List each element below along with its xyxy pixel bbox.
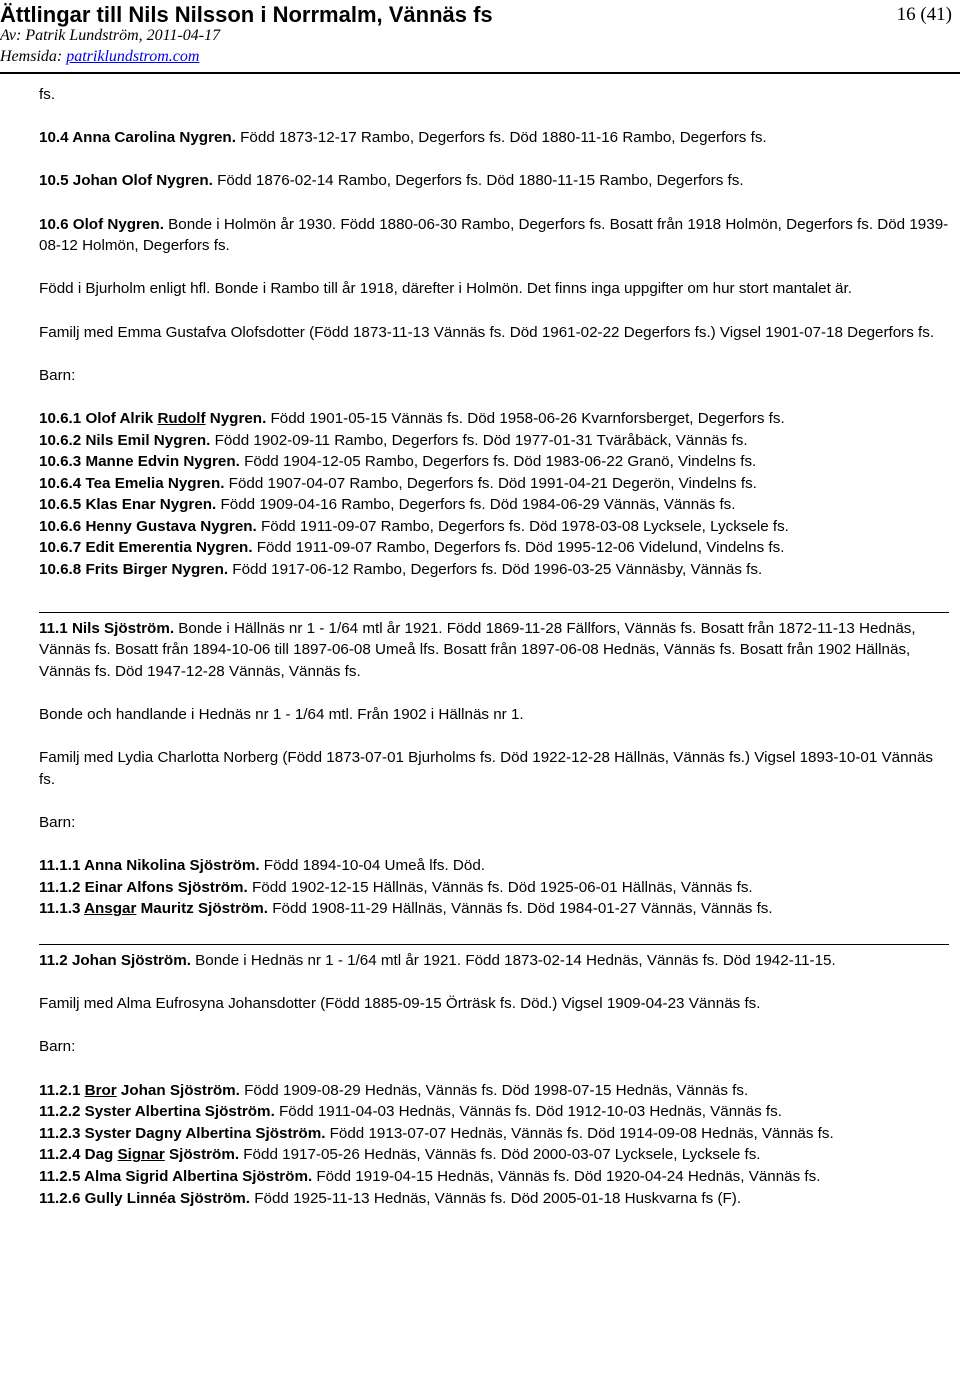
child-name-part: Nygren. — [205, 409, 267, 427]
child-callname: Signar — [117, 1146, 165, 1164]
entry-id: 10.4 Anna Carolina Nygren. — [39, 129, 236, 147]
child-callname: Bror — [84, 1081, 117, 1099]
child-details: Född 1917-05-26 Hednäs, Vännäs fs. Död 2000-03-07 Lycksele, Lycksele fs. — [239, 1146, 761, 1164]
entry-text: Född 1873-12-17 Rambo, Degerfors fs. Död 1880-11-16 Rambo, Degerfors fs. — [235, 129, 767, 147]
child-name-part: 10.6.8 Frits Birger Nygren. — [39, 561, 229, 579]
child-callname: Rudolf — [157, 409, 206, 427]
children-label: Barn: — [39, 1038, 76, 1056]
child-details: Född 1902-12-15 Hällnäs, Vännäs fs. Död 1925-06-01 Hällnäs, Vännäs fs. — [247, 878, 753, 896]
entry-text: Född 1876-02-14 Rambo, Degerfors fs. Död 1880-11-15 Rambo, Degerfors fs. — [212, 172, 744, 190]
child-name — [39, 857, 260, 874]
child-entry — [39, 430, 949, 452]
header-rule — [0, 72, 960, 74]
child-name — [39, 1082, 240, 1099]
entry-11-1 — [39, 618, 949, 683]
entry-id: 11.2 Johan Sjöström. — [39, 951, 191, 969]
homepage-label: Hemsida: — [0, 48, 67, 65]
child-details: Född 1908-11-29 Hällnäs, Vännäs fs. Död 1984-01-27 Vännäs, Vännäs fs. — [268, 900, 773, 918]
entry-note: Bonde och handlande i Hednäs nr 1 - 1/64 mtl. Från 1902 i Hällnäs nr 1. — [39, 706, 524, 724]
child-name — [39, 1190, 250, 1207]
spacer — [39, 920, 949, 944]
child-entry — [39, 1123, 949, 1145]
child-name-part: 11.2.1 — [39, 1081, 85, 1099]
entry-note: Född i Bjurholm enligt hfl. Bonde i Rambo till år 1918, därefter i Holmön. Det finns inga uppgifter om hur stort mantalet är. — [39, 280, 852, 298]
child-name-part: 10.6.5 Klas Enar Nygren. — [39, 496, 217, 514]
children-list — [39, 855, 949, 920]
child-name — [39, 518, 257, 535]
child-entry — [39, 473, 949, 495]
child-entry — [39, 1144, 949, 1166]
child-entry — [39, 1166, 949, 1188]
child-entry — [39, 855, 949, 877]
children-label: Barn: — [39, 814, 76, 831]
child-entry — [39, 898, 949, 920]
entry-10-4 — [39, 127, 949, 149]
child-name-part: 10.6.4 Tea Emelia Nygren. — [39, 474, 225, 492]
entry-10-6 — [39, 214, 949, 257]
child-details: Född 1925-11-13 Hednäs, Vännäs fs. Död 2005-01-18 Huskvarna fs (F). — [250, 1189, 742, 1207]
child-name-part: 10.6.7 Edit Emerentia Nygren. — [39, 539, 253, 557]
child-entry — [39, 451, 949, 473]
child-name — [39, 432, 210, 449]
child-name — [39, 561, 228, 578]
child-name — [39, 1103, 275, 1120]
family-line: Familj med Emma Gustafva Olofsdotter (Född 1873-11-13 Vännäs fs. Död 1961-02-22 Degerfors fs.) Vigsel 1901-07-18 Degerfors fs. — [39, 323, 935, 341]
child-name-part: 10.6.1 Olof Alrik — [39, 409, 158, 427]
child-name — [39, 1146, 239, 1163]
child-name — [39, 879, 248, 896]
child-entry — [39, 494, 949, 516]
child-entry — [39, 516, 949, 538]
child-entry — [39, 877, 949, 899]
child-name-part: 11.2.2 Syster Albertina Sjöström. — [39, 1103, 275, 1121]
child-name-part: 11.2.3 Syster Dagny Albertina Sjöström. — [39, 1124, 326, 1142]
child-name-part: 11.2.6 Gully Linnéa Sjöström. — [39, 1189, 251, 1207]
homepage-link[interactable]: patriklundstrom.com — [66, 48, 200, 65]
entry-id: 10.6 Olof Nygren. — [39, 215, 164, 233]
entry-10-5 — [39, 170, 949, 192]
child-details: Född 1911-09-07 Rambo, Degerfors fs. Död 1995-12-06 Videlund, Vindelns fs. — [252, 539, 785, 557]
child-details: Född 1913-07-07 Hednäs, Vännäs fs. Död 1914-09-08 Hednäs, Vännäs fs. — [325, 1124, 834, 1142]
homepage-line — [0, 48, 199, 66]
page-number: 16 (41) — [896, 4, 952, 25]
section-divider — [39, 944, 949, 945]
child-name — [39, 453, 240, 470]
child-details: Född 1902-09-11 Rambo, Degerfors fs. Död 1977-01-31 Tväråbäck, Vännäs fs. — [210, 431, 748, 449]
child-details: Född 1894-10-04 Umeå lfs. Död. — [259, 857, 485, 875]
child-name-part: Sjöström. — [164, 1146, 240, 1164]
child-entry — [39, 1080, 949, 1102]
child-name — [39, 1168, 312, 1185]
child-details: Född 1911-09-07 Rambo, Degerfors fs. Död 1978-03-08 Lycksele, Lycksele fs. — [256, 517, 789, 535]
child-name-part: 11.1.3 — [39, 900, 85, 918]
page-header — [0, 0, 960, 74]
child-name-part: Johan Sjöström. — [116, 1081, 240, 1099]
child-details: Född 1901-05-15 Vännäs fs. Död 1958-06-26 Kvarnforsberget, Degerfors fs. — [266, 409, 785, 427]
children-list — [39, 1080, 949, 1210]
child-details: Född 1909-08-29 Hednäs, Vännäs fs. Död 1998-07-15 Hednäs, Vännäs fs. — [239, 1081, 749, 1099]
child-entry — [39, 1188, 949, 1210]
entry-text: Bonde i Hednäs nr 1 - 1/64 mtl år 1921. Född 1873-02-14 Hednäs, Vännäs fs. Död 1942-11-15. — [190, 951, 836, 969]
child-name-part: 11.2.4 Dag — [39, 1146, 118, 1164]
child-name-part: 11.1.2 Einar Alfons Sjöström. — [39, 878, 248, 896]
child-details: Född 1909-04-16 Rambo, Degerfors fs. Död 1984-06-29 Vännäs, Vännäs fs. — [216, 496, 736, 514]
entry-id: 10.5 Johan Olof Nygren. — [39, 172, 213, 190]
child-name — [39, 539, 253, 556]
entry-11-2 — [39, 950, 949, 972]
document-body — [39, 84, 949, 1209]
entry-id: 11.1 Nils Sjöström. — [39, 619, 175, 637]
child-callname: Ansgar — [84, 900, 137, 918]
child-details: Född 1911-04-03 Hednäs, Vännäs fs. Död 1912-10-03 Hednäs, Vännäs fs. — [274, 1103, 782, 1121]
child-name-part: 10.6.3 Manne Edvin Nygren. — [39, 453, 240, 471]
child-entry — [39, 1101, 949, 1123]
child-name — [39, 410, 266, 427]
family-line: Familj med Lydia Charlotta Norberg (Född 1873-07-01 Bjurholms fs. Död 1922-12-28 Hällnäs, Vännäs fs.) Vigsel 1893-10-01 Vännäs fs. — [39, 749, 934, 788]
child-details: Född 1919-04-15 Hednäs, Vännäs fs. Död 1920-04-24 Hednäs, Vännäs fs. — [312, 1167, 821, 1185]
children-label: Barn: — [39, 366, 76, 384]
child-details: Född 1907-04-07 Rambo, Degerfors fs. Död 1991-04-21 Degerön, Vindelns fs. — [224, 474, 757, 492]
section-divider — [39, 612, 949, 613]
child-name — [39, 1125, 325, 1142]
child-name — [39, 900, 268, 917]
child-name-part: 11.1.1 Anna Nikolina Sjöström. — [39, 857, 260, 875]
spacer — [39, 581, 949, 612]
child-name — [39, 496, 216, 513]
child-details: Född 1917-06-12 Rambo, Degerfors fs. Död 1996-03-25 Vännäsby, Vännäs fs. — [228, 561, 763, 579]
child-name — [39, 475, 224, 492]
child-name-part: Mauritz Sjöström. — [136, 900, 269, 918]
child-name-part: 10.6.6 Henny Gustava Nygren. — [39, 517, 257, 535]
child-entry — [39, 408, 949, 430]
family-line: Familj med Alma Eufrosyna Johansdotter (Född 1885-09-15 Örträsk fs. Död.) Vigsel 1909-04-23 Vännäs fs. — [39, 995, 761, 1013]
continued-text: fs. — [39, 86, 56, 103]
child-name-part: 10.6.2 Nils Emil Nygren. — [39, 431, 211, 449]
entry-text: Bonde i Hällnäs nr 1 - 1/64 mtl år 1921. Född 1869-11-28 Fällfors, Vännäs fs. Bosatt från 1872-11-13 Hednäs, Vännäs fs. Bosatt från 1894-10-06 till 1897-06-08 Umeå lfs. Bosatt från 1897-06-08 Hednäs, Vännäs fs. Bosatt från 1902 Hällnäs, Vännäs fs. Död 1947-12-28 Vännäs, Vännäs fs. — [39, 619, 916, 680]
document-title: Ättlingar till Nils Nilsson i Norrmalm, Vännäs fs — [0, 2, 493, 27]
entry-text: Bonde i Holmön år 1930. Född 1880-06-30 Rambo, Degerfors fs. Bosatt från 1918 Holmön, Degerfors fs. Död 1939-08-12 Holmön, Degerfors fs. — [39, 215, 949, 255]
child-entry — [39, 559, 949, 581]
author-byline: Av: Patrik Lundström, 2011-04-17 — [0, 27, 221, 44]
child-entry — [39, 537, 949, 559]
children-list — [39, 408, 949, 581]
child-name-part: 11.2.5 Alma Sigrid Albertina Sjöström. — [39, 1167, 313, 1185]
child-details: Född 1904-12-05 Rambo, Degerfors fs. Död 1983-06-22 Granö, Vindelns fs. — [239, 453, 757, 471]
